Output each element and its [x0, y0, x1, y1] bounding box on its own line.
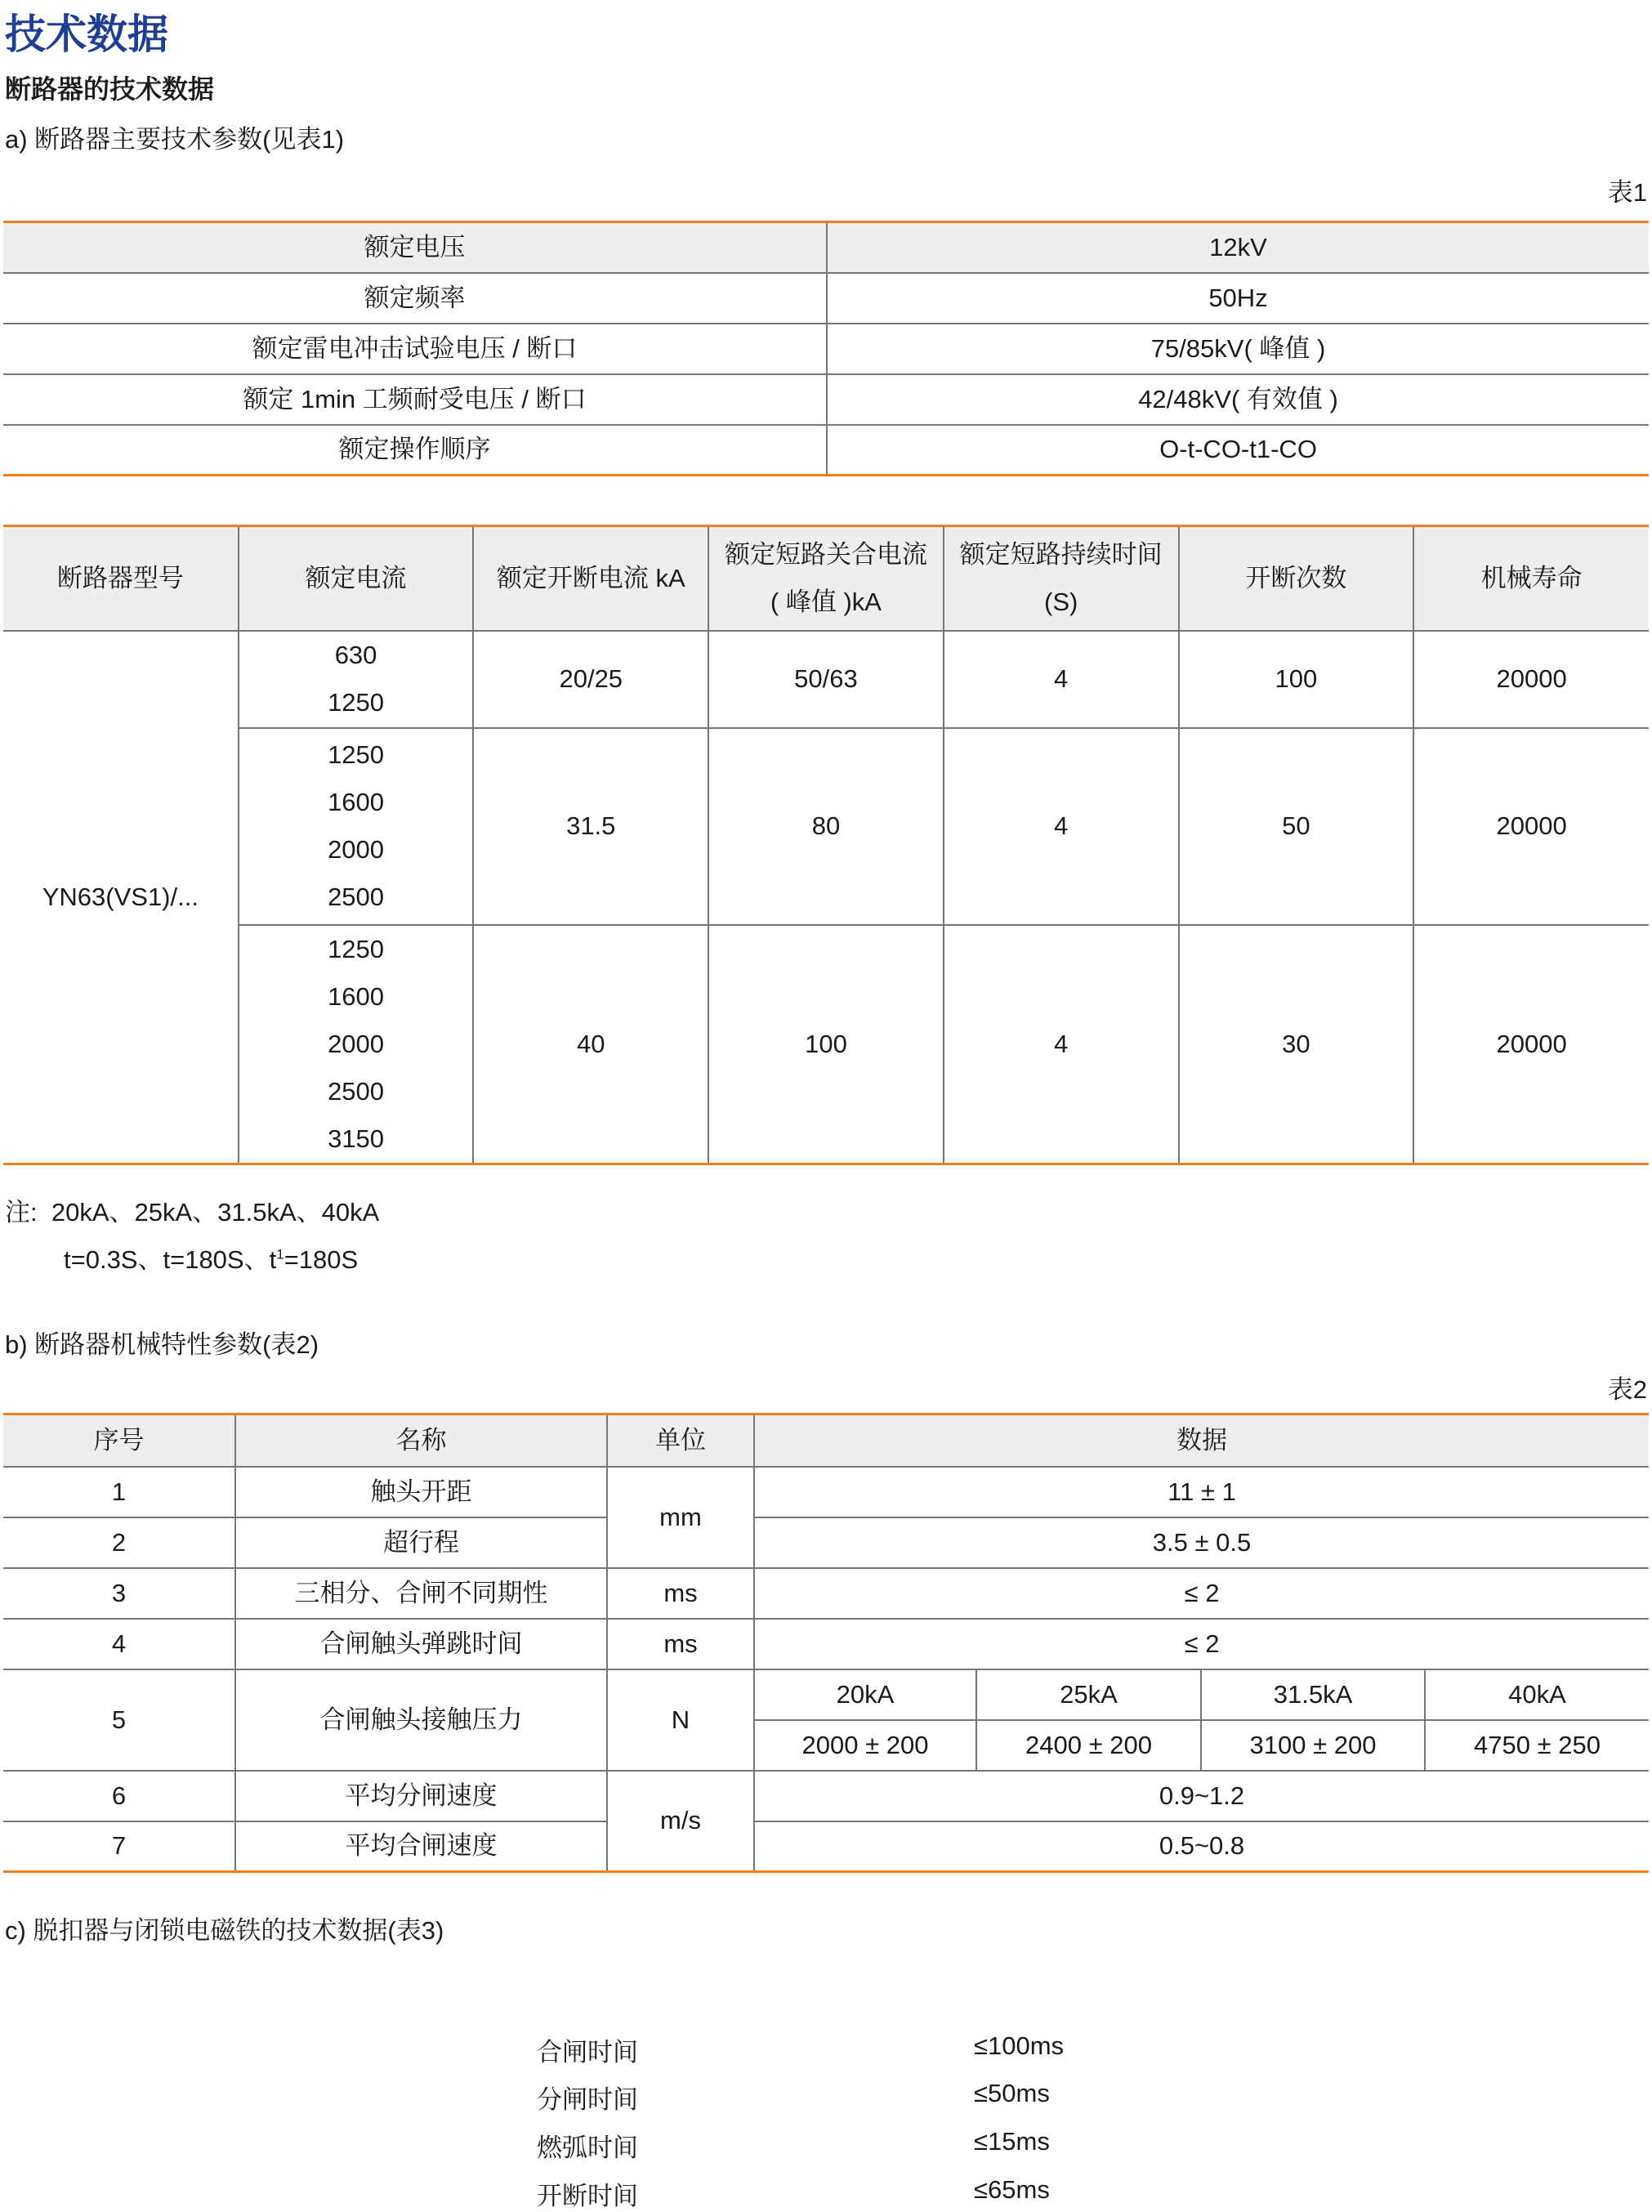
table-row [3, 374, 1649, 425]
breaking-cell: 31.5 [473, 728, 708, 925]
note-line1: 20kA、25kA、31.5kA、40kA [51, 1198, 380, 1227]
row-name: 平均分闸速度 [235, 1771, 607, 1821]
operations-cell: 50 [1179, 728, 1414, 925]
header-making-line1: 额定短路关合电流 [724, 539, 927, 569]
table-row [3, 324, 1649, 374]
param-value: 50Hz [827, 273, 1649, 324]
param-name: 额定雷电冲击试验电压 / 断口 [3, 324, 827, 374]
row-no: 1 [3, 1467, 235, 1517]
current-value: 2500 [328, 1076, 385, 1106]
note [5, 1191, 379, 1228]
sub-header: 25kA [976, 1669, 1201, 1720]
param-name: 额定频率 [3, 273, 827, 324]
param-value: 75/85kV( 峰值 ) [827, 324, 1649, 374]
note-prefix: 注: [5, 1198, 38, 1227]
table-row [3, 1669, 1649, 1720]
row-name: 平均合闸速度 [235, 1821, 607, 1872]
section-c-heading: c) 脱扣器与闭锁电磁铁的技术数据(表3) [5, 1916, 444, 1945]
sub-header: 40kA [1425, 1669, 1649, 1720]
table3-label: 开断时间 [537, 2182, 638, 2210]
current-value: 630 [334, 641, 377, 669]
current-cell [239, 925, 474, 1164]
row-no: 2 [3, 1517, 235, 1568]
row-value: 11 ± 1 [754, 1467, 1649, 1517]
header-unit: 单位 [607, 1414, 754, 1467]
sub-value: 2000 ± 200 [754, 1720, 976, 1771]
table-models [3, 525, 1649, 1165]
life-cell: 20000 [1413, 925, 1649, 1164]
row-value: ≤ 2 [754, 1568, 1649, 1619]
header-name: 名称 [235, 1414, 607, 1467]
table-row [3, 631, 1649, 728]
row-no: 7 [3, 1821, 235, 1872]
table-row [3, 1821, 1649, 1872]
section-subtitle: 断路器的技术数据 [5, 74, 215, 104]
section-a-heading: a) 断路器主要技术参数(见表1) [5, 125, 345, 154]
current-value: 1250 [328, 688, 385, 717]
table-row [3, 728, 1649, 925]
param-name: 额定 1min 工频耐受电压 / 断口 [3, 374, 827, 425]
table-row [3, 1517, 1649, 1568]
table-row [3, 273, 1649, 324]
making-cell: 100 [708, 925, 944, 1164]
row-no: 4 [3, 1619, 235, 1669]
row-name: 合闸触头弹跳时间 [235, 1619, 607, 1669]
sub-header: 31.5kA [1201, 1669, 1425, 1720]
param-value: 42/48kV( 有效值 ) [827, 374, 1649, 425]
row-value: 3.5 ± 0.5 [754, 1517, 1649, 1568]
current-value: 2000 [328, 835, 385, 864]
operations-cell: 30 [1179, 925, 1414, 1164]
row-unit: mm [607, 1467, 754, 1568]
life-cell: 20000 [1413, 631, 1649, 728]
header-making-line2: ( 峰值 )kA [770, 587, 882, 616]
table-row [3, 925, 1649, 1164]
param-value: O-t-CO-t1-CO [827, 425, 1649, 476]
current-cell [239, 728, 474, 925]
row-unit: N [607, 1669, 754, 1771]
header-current: 额定电流 [239, 526, 474, 631]
row-name: 三相分、合闸不同期性 [235, 1568, 607, 1619]
header-no: 序号 [3, 1414, 235, 1467]
row-name: 超行程 [235, 1517, 607, 1568]
table-row [3, 1568, 1649, 1619]
header-duration-line1: 额定短路持续时间 [959, 539, 1163, 569]
row-unit: ms [607, 1619, 754, 1669]
operations-cell: 100 [1179, 631, 1414, 728]
row-unit: ms [607, 1568, 754, 1619]
breaking-cell: 40 [473, 925, 708, 1164]
table-header-row [3, 1414, 1649, 1467]
row-name: 触头开距 [235, 1467, 607, 1517]
table-row [3, 1467, 1649, 1517]
table-row [3, 425, 1649, 476]
page-title: 技术数据 [5, 11, 168, 57]
current-value: 2500 [328, 883, 385, 911]
param-value: 12kV [827, 222, 1649, 273]
current-value: 3150 [328, 1124, 385, 1153]
note-line2-a: t=0.3S、t=180S、t [64, 1245, 277, 1274]
row-name: 合闸触头接触压力 [235, 1669, 607, 1771]
table-header-row [3, 526, 1649, 631]
table3-value: ≤65ms [974, 2175, 1050, 2204]
header-life: 机械寿命 [1413, 526, 1649, 631]
param-name: 额定电压 [3, 222, 827, 273]
row-value: ≤ 2 [754, 1619, 1649, 1669]
current-cell [239, 631, 474, 728]
row-value: 0.5~0.8 [754, 1821, 1649, 1872]
sub-header: 20kA [754, 1669, 976, 1720]
table-mechanical [3, 1413, 1649, 1873]
note-line2-b: =180S [284, 1245, 359, 1274]
breaking-cell: 20/25 [473, 631, 708, 728]
section-b-heading: b) 断路器机械特性参数(表2) [5, 1330, 319, 1359]
current-value: 2000 [328, 1029, 385, 1058]
note-superscript: 1 [276, 1246, 284, 1262]
header-duration-line2: (S) [1044, 587, 1078, 616]
header-data: 数据 [754, 1414, 1649, 1467]
table-main-params [3, 221, 1649, 476]
table3-value: ≤50ms [974, 2079, 1050, 2107]
current-value: 1250 [328, 934, 385, 963]
row-no: 6 [3, 1771, 235, 1821]
header-operations: 开断次数 [1179, 526, 1414, 631]
table-row [3, 1771, 1649, 1821]
life-cell: 20000 [1413, 728, 1649, 925]
duration-cell: 4 [944, 728, 1179, 925]
table-row [3, 1619, 1649, 1669]
current-value: 1250 [328, 740, 385, 769]
table3-label: 合闸时间 [537, 2038, 638, 2067]
header-duration [944, 526, 1179, 631]
duration-cell: 4 [944, 631, 1179, 728]
table2-label: 表2 [1607, 1375, 1647, 1404]
table3-label: 分闸时间 [537, 2085, 638, 2114]
row-no: 3 [3, 1568, 235, 1619]
table-row [3, 222, 1649, 273]
table3-value: ≤15ms [974, 2127, 1050, 2156]
table3-label: 燃弧时间 [537, 2134, 638, 2162]
sub-value: 2400 ± 200 [976, 1720, 1201, 1771]
row-value: 0.9~1.2 [754, 1771, 1649, 1821]
current-value: 1600 [328, 788, 385, 816]
note-line2 [64, 1239, 358, 1276]
making-cell: 50/63 [708, 631, 944, 728]
param-name: 额定操作顺序 [3, 425, 827, 476]
sub-value: 3100 ± 200 [1201, 1720, 1425, 1771]
table3-value: ≤100ms [974, 2031, 1065, 2060]
model-cell: YN63(VS1)/... [3, 631, 239, 1164]
header-model: 断路器型号 [3, 526, 239, 631]
header-breaking: 额定开断电流 kA [473, 526, 708, 631]
header-making [708, 526, 944, 631]
sub-value: 4750 ± 250 [1425, 1720, 1649, 1771]
row-unit: m/s [607, 1771, 754, 1872]
making-cell: 80 [708, 728, 944, 925]
row-no: 5 [3, 1669, 235, 1771]
current-value: 1600 [328, 981, 385, 1011]
duration-cell: 4 [944, 925, 1179, 1164]
table1-label: 表1 [1607, 178, 1647, 207]
